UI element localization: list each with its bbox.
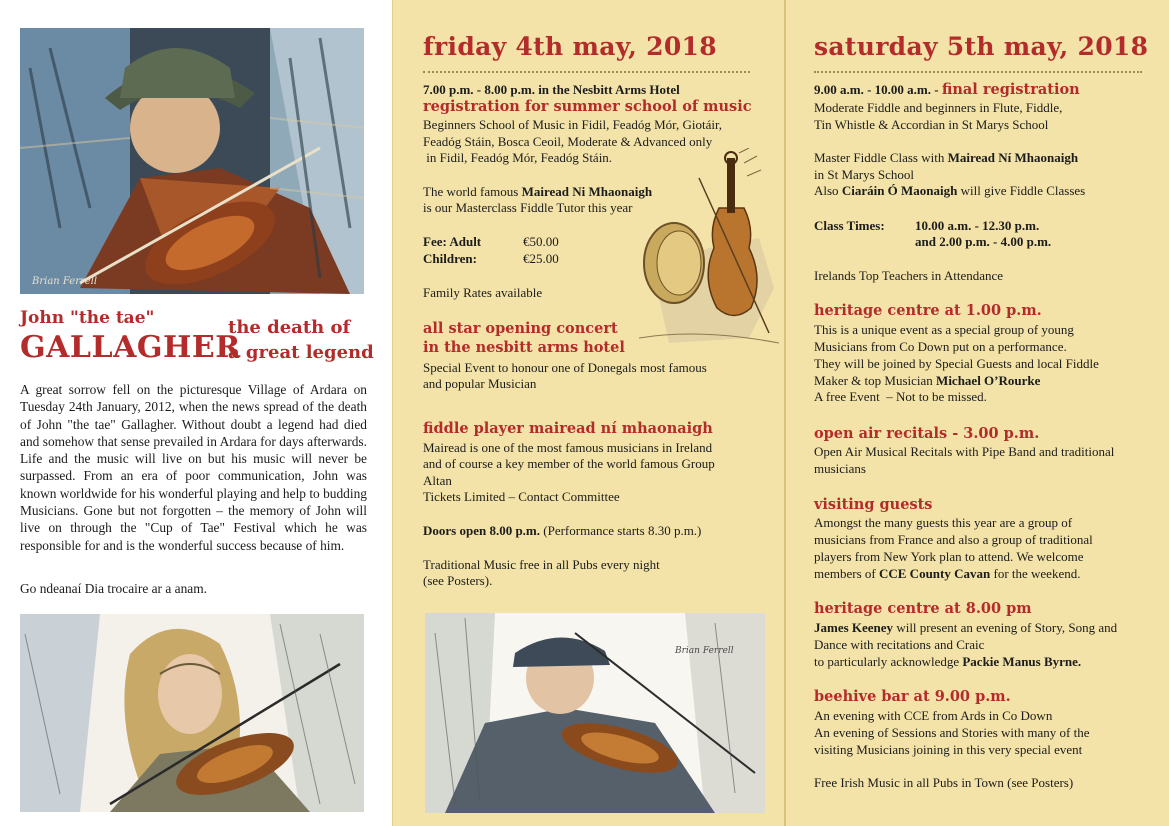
tribute-panel	[0, 0, 392, 826]
class-times-label: Class Times:	[814, 218, 885, 233]
fee-children-value: €25.00	[523, 251, 559, 266]
members-post: for the weekend.	[990, 566, 1081, 581]
saturday-registration-time: 9.00 a.m. - 10.00 a.m. -	[814, 82, 942, 97]
heritage-1pm-free: A free Event – Not to be missed.	[814, 389, 987, 404]
pubs-line-1: Traditional Music free in all Pubs every night	[423, 557, 660, 572]
maker-name: Michael O’Rourke	[936, 373, 1041, 388]
saturday-registration-line-1: Moderate Fiddle and beginners in Flute, Fiddle,	[814, 100, 1063, 115]
friday-panel	[392, 0, 784, 826]
heritage-1pm-line-3: They will be joined by Special Guests and local Fiddle	[814, 356, 1099, 371]
saturday-registration-line	[814, 82, 1080, 99]
open-air-line-2: musicians	[814, 461, 866, 476]
heritage-8pm-name: James Keeney	[814, 620, 894, 635]
friday-registration-line-2: Feadóg Stáin, Bosca Ceoil, Moderate & Advanced only	[423, 134, 713, 149]
artist-signature: Brian Ferrell	[32, 276, 98, 287]
master-location: in St Marys School	[814, 167, 915, 182]
master-class-line	[814, 150, 1078, 167]
performance-time: (Performance starts 8.30 p.m.)	[540, 523, 702, 538]
guests-line-2: musicians from France and also a group of traditional	[814, 532, 1093, 547]
heritage-8pm-line-1	[814, 620, 1117, 637]
visiting-guests-title: visiting guests	[814, 496, 933, 513]
acknowledge-pre: to particularly acknowledge	[814, 654, 963, 669]
heritage-1pm-maker-line	[814, 373, 1040, 390]
acknowledge-name: Packie Manus Byrne.	[962, 654, 1082, 669]
class-time-2: and 2.00 p.m. - 4.00 p.m.	[915, 234, 1052, 249]
heritage-1pm-title: heritage centre at 1.00 p.m.	[814, 302, 1042, 319]
final-registration-title: final registration	[941, 81, 1080, 98]
fiddle-player-line-3: Altan	[423, 473, 452, 488]
headline-line-1: the death of	[228, 317, 351, 338]
blessing-text: Go ndeanaí Dia trocaire ar a anam.	[20, 581, 207, 596]
master-name: Mairead Ní Mhaonaigh	[947, 150, 1079, 165]
fiddler-painting-john	[20, 28, 364, 294]
beehive-line-1: An evening with CCE from Ards in Co Down	[814, 708, 1053, 723]
top-teachers: Irelands Top Teachers in Attendance	[814, 268, 1004, 283]
concert-line-2: and popular Musician	[423, 376, 537, 391]
class-time-1: 10.00 a.m. - 12.30 p.m.	[915, 218, 1040, 233]
friday-tutor-line-1	[423, 184, 652, 201]
members-pre: members of	[814, 566, 879, 581]
heritage-1pm-line-2: Musicians from Co Down put on a performance.	[814, 339, 1067, 354]
guests-line-1: Amongst the many guests this year are a group of	[814, 515, 1073, 530]
also-pre: Also	[814, 183, 842, 198]
concert-title-line-1: all star opening concert	[423, 320, 618, 337]
friday-registration-line-1: Beginners School of Music in Fidil, Feadóg Mór, Giotáir,	[423, 117, 723, 132]
fiddle-and-bodhran-sketch	[639, 148, 779, 348]
maker-pre: Maker & top Musician	[814, 373, 937, 388]
concert-line-1: Special Event to honour one of Donegals most famous	[423, 360, 707, 375]
fee-children-label: Children:	[423, 251, 477, 266]
fiddle-player-line-1: Mairead is one of the most famous musicians in Ireland	[423, 440, 713, 455]
beehive-title: beehive bar at 9.00 p.m.	[814, 688, 1011, 705]
fiddle-player-title: fiddle player mairead ní mhaonaigh	[423, 420, 713, 437]
saturday-title-rule	[814, 71, 1142, 73]
members-name: CCE County Cavan	[878, 566, 991, 581]
doors-open-time: Doors open 8.00 p.m.	[423, 523, 541, 538]
tutor-pre: The world famous	[423, 184, 522, 199]
also-post: will give Fiddle Classes	[957, 183, 1086, 198]
family-rates: Family Rates available	[423, 285, 543, 300]
guests-members-line	[814, 566, 1080, 583]
pubs-line-2: (see Posters).	[423, 573, 493, 588]
saturday-title: saturday 5th may, 2018	[814, 32, 1149, 61]
cap-sketch-signature: Brian Ferrell	[675, 646, 734, 656]
friday-tutor-line-2: is our Masterclass Fiddle Tutor this year	[423, 200, 633, 215]
heritage-8pm-line-1-post: will present an evening of Story, Song and	[893, 620, 1118, 635]
name-prefix: John "the tae"	[20, 308, 155, 328]
open-air-line-1: Open Air Musical Recitals with Pipe Band and traditional	[814, 444, 1115, 459]
fee-adult-label: Fee: Adult	[423, 234, 482, 249]
heritage-8pm-line-2: Dance with recitations and Craic	[814, 637, 985, 652]
concert-title-line-2: in the nesbitt arms hotel	[423, 339, 625, 356]
tribute-text: A great sorrow fell on the picturesque Village of Ardara on Tuesday 24th January, 2012, when the news spread of the death of John "the tae" Gallagher. Without doubt a legend had died and somehow that sense prevailed in Ardara for days afterwards. Life and the music will live on but his music will never be surpassed. From an era of poor communication, John was known worldwide for his wonderful playing and help to budding Musicians. Gone but not forgotten – the memory of John will live on through the "Cup of Tae" Festival which he was responsible for and is the wonderful success because of him.	[20, 382, 367, 553]
beehive-line-3: visiting Musicians joining in this very special event	[814, 742, 1083, 757]
name-main: GALLAGHER	[20, 330, 241, 365]
friday-title: friday 4th may, 2018	[423, 32, 717, 61]
saturday-panel	[784, 0, 1169, 826]
tutor-name: Mairead Ni Mhaonaigh	[521, 184, 653, 199]
friday-registration-time: 7.00 p.m. - 8.00 p.m. in the Nesbitt Arms Hotel	[423, 82, 680, 97]
friday-registration-line-3: in Fidil, Feadóg Mór, Feadóg Stáin.	[423, 150, 613, 165]
fiddle-player-line-2: and of course a key member of the world famous Group	[423, 456, 715, 471]
beehive-line-2: An evening of Sessions and Stories with many of the	[814, 725, 1090, 740]
saturday-registration-line-2: Tin Whistle & Accordian in St Marys School	[814, 117, 1049, 132]
open-air-title: open air recitals - 3.00 p.m.	[814, 425, 1040, 442]
fiddler-sketch-cap	[425, 613, 765, 813]
friday-registration-title: registration for summer school of music	[423, 98, 752, 115]
heritage-8pm-title: heritage centre at 8.00 pm	[814, 600, 1032, 617]
guests-line-3: players from New York plan to attend. We welcome	[814, 549, 1084, 564]
heritage-8pm-line-3	[814, 654, 1081, 671]
heritage-1pm-line-1: This is a unique event as a special group of young	[814, 322, 1074, 337]
fee-adult-value: €50.00	[523, 234, 559, 249]
also-name: Ciaráin Ó Maonaigh	[841, 183, 958, 198]
also-fiddle-line	[814, 183, 1085, 200]
master-pre: Master Fiddle Class with	[814, 150, 948, 165]
friday-title-rule	[423, 71, 750, 73]
free-irish-music: Free Irish Music in all Pubs in Town (see Posters)	[814, 775, 1074, 790]
fiddler-sketch-mairead	[20, 614, 364, 812]
headline-line-2: a great legend	[228, 342, 374, 363]
fiddle-player-line-4: Tickets Limited – Contact Committee	[423, 489, 620, 504]
doors-open-line	[423, 523, 701, 540]
